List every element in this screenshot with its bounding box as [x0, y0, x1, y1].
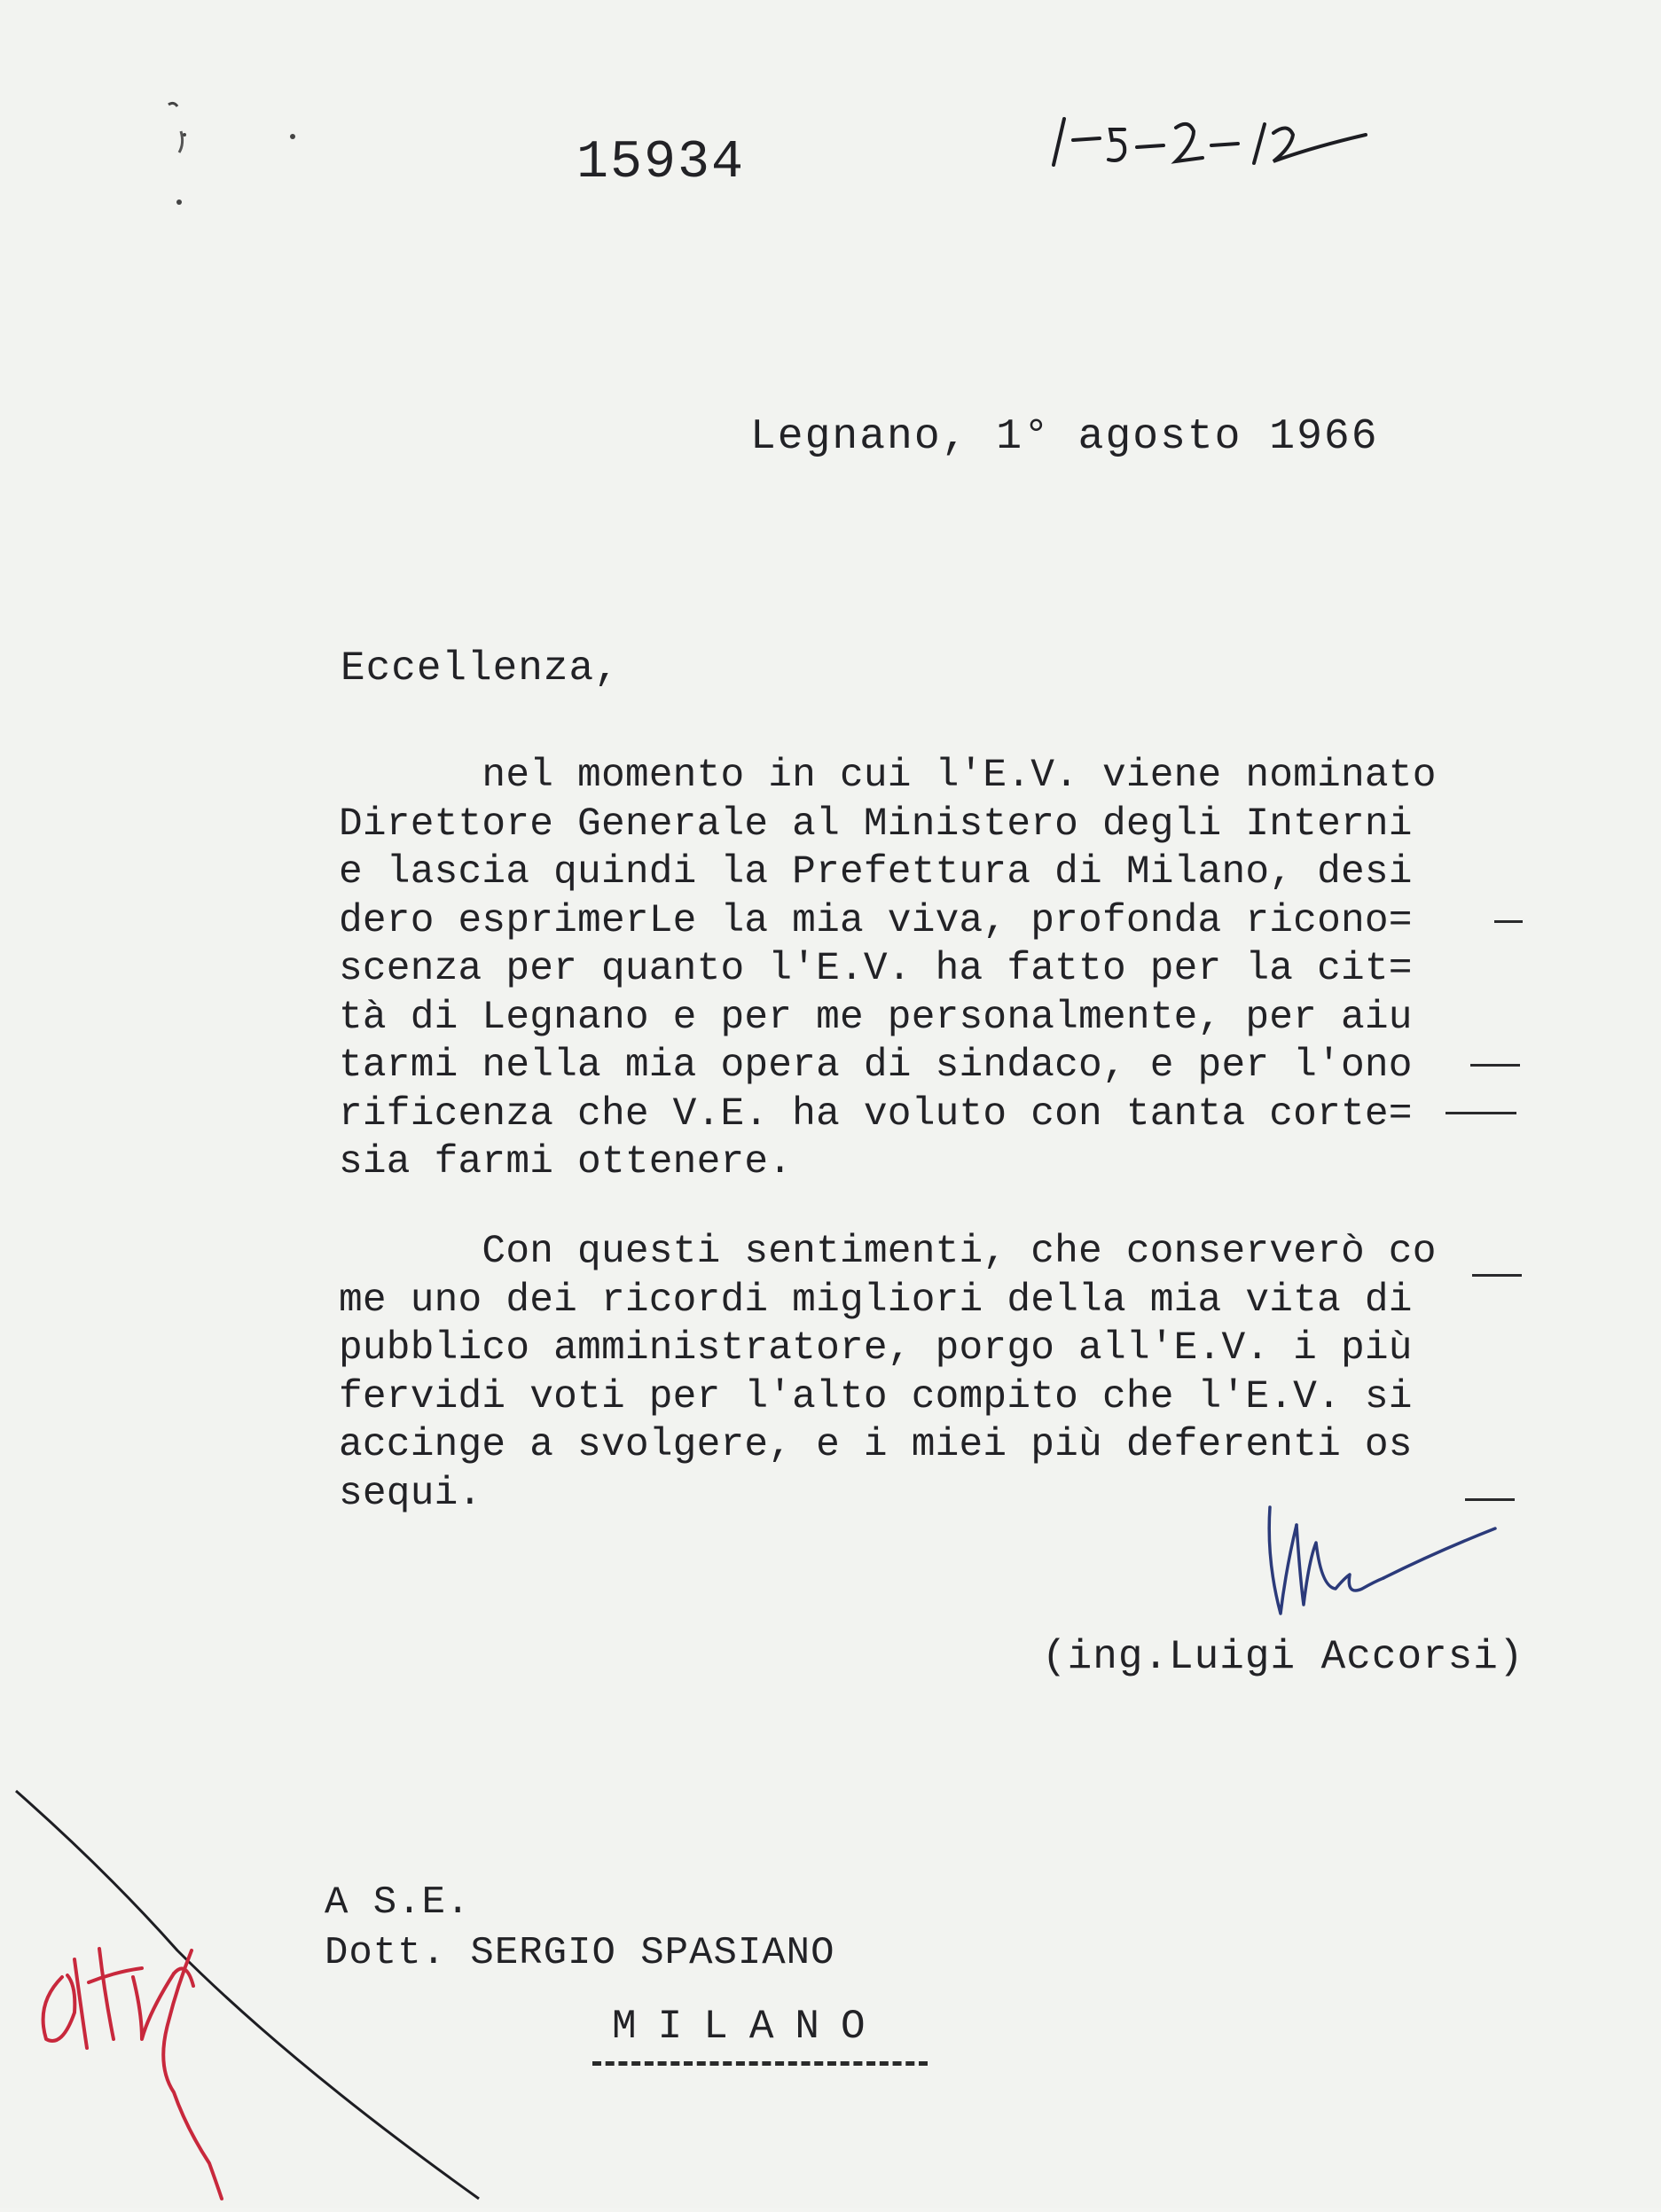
- addressee-city: MILANO: [612, 2004, 887, 2050]
- letter-paragraph-2: Con questi sentimenti, che conserverò co me uno dei ricordi migliori della mia vita di pubblico amministratore, porgo all'E.V. i più fervidi voti per l'alto compito che l'E.V. si accinge a svolgere, e i miei più deferenti os sequi.: [339, 1230, 1437, 1516]
- syllable-underline: [1470, 1064, 1520, 1067]
- protocol-number: 15934: [576, 133, 746, 193]
- salutation: Eccellenza,: [341, 645, 620, 692]
- red-annotation-drawing: [0, 1773, 532, 2208]
- handwritten-reference-code: [1038, 103, 1375, 183]
- signatory-name: (ing.Luigi Accorsi): [1042, 1634, 1524, 1680]
- handwritten-code-drawing: [1038, 103, 1375, 183]
- syllable-underline: [1472, 1274, 1522, 1277]
- signature-drawing: [1250, 1489, 1516, 1640]
- place-and-date: Legnano, 1° agosto 1966: [750, 413, 1379, 461]
- syllable-underline: [1494, 920, 1523, 923]
- addressee: A S.E. Dott. SERGIO SPASIANO: [325, 1880, 835, 1975]
- red-pencil-annotation: [0, 1773, 532, 2208]
- paper-specks: [151, 89, 328, 231]
- letter-paragraph-1: nel momento in cui l'E.V. viene nominato Direttore Generale al Ministero degli Interni e lascia quindi la Prefettura di Milano, desi dero esprimerLe la mia viva, profonda ricono= scenza per quanto l'E.V. ha fatto per la cit= tà di Legnano e per me personalmente, per aiu tarmi nella mia opera di sindaco, e per l'ono rificenza che V.E. ha voluto con tanta corte= sia farmi ottenere.: [339, 754, 1437, 1184]
- syllable-underline: [1446, 1112, 1516, 1114]
- city-underline: [592, 2061, 928, 2066]
- handwritten-signature: [1250, 1489, 1516, 1640]
